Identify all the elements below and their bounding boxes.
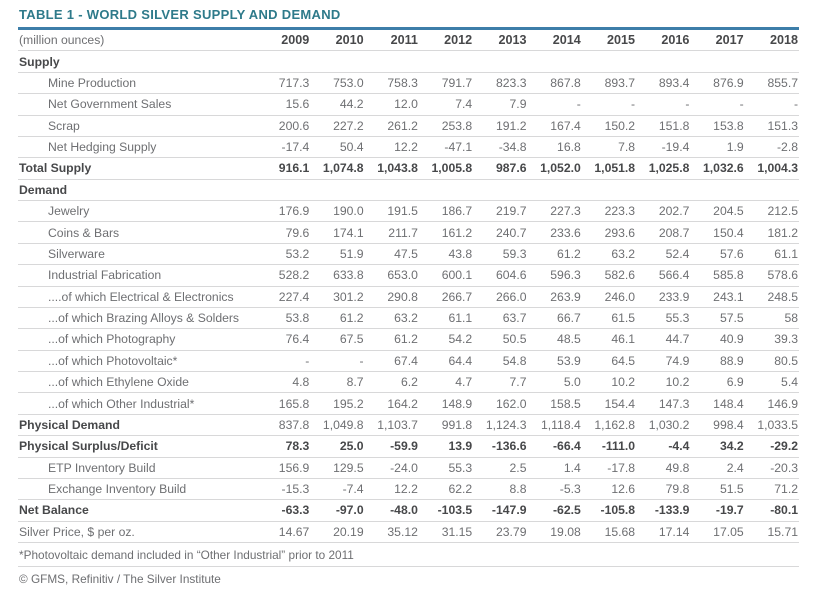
cell-value: -66.4 [527,436,581,457]
cell-value: 52.4 [636,243,690,264]
cell-value: 15.6 [256,94,310,115]
cell-value: -29.2 [745,436,799,457]
cell-value: 290.8 [365,286,419,307]
cell-value: 301.2 [310,286,364,307]
cell-value: 48.5 [527,329,581,350]
cell-value: 243.1 [690,286,744,307]
cell-value: 191.2 [473,115,527,136]
cell-value: -80.1 [745,500,799,521]
cell-value: 293.6 [582,222,636,243]
cell-value: 1,004.3 [745,158,799,179]
cell-value: 64.4 [419,350,473,371]
cell-value: 20.19 [310,521,364,542]
cell-value: -2.8 [745,136,799,157]
cell-value: 151.3 [745,115,799,136]
cell-value: 855.7 [745,72,799,93]
table-row [18,393,799,414]
cell-value: 39.3 [745,329,799,350]
cell-value: 148.9 [419,393,473,414]
row-label: Silverware [18,243,256,264]
row-label: Physical Demand [18,414,256,435]
cell-value: 16.8 [527,136,581,157]
cell-value: 991.8 [419,414,473,435]
cell-value: 987.6 [473,158,527,179]
cell-value: 74.9 [636,350,690,371]
cell-value: -136.6 [473,436,527,457]
table-row [18,136,799,157]
row-label: Exchange Inventory Build [18,478,256,499]
cell-value: 57.6 [690,243,744,264]
cell-value: 25.0 [310,436,364,457]
cell-value: 154.4 [582,393,636,414]
row-label: ETP Inventory Build [18,457,256,478]
row-label: Scrap [18,115,256,136]
cell-value: 76.4 [256,329,310,350]
year-column-header: 2010 [310,30,364,51]
cell-value: 156.9 [256,457,310,478]
table-row [18,329,799,350]
cell-value: 88.9 [690,350,744,371]
cell-value: 596.3 [527,265,581,286]
cell-value: 266.0 [473,286,527,307]
cell-value: 5.4 [745,372,799,393]
cell-value: 63.2 [365,307,419,328]
table-row [18,115,799,136]
cell-value: 246.0 [582,286,636,307]
table-row [18,222,799,243]
cell-value: 164.2 [365,393,419,414]
cell-value: 59.3 [473,243,527,264]
cell-value: 61.5 [582,307,636,328]
row-label: Supply [18,51,799,72]
year-column-header: 2016 [636,30,690,51]
table-row [18,457,799,478]
cell-value: -5.3 [527,478,581,499]
cell-value: 146.9 [745,393,799,414]
cell-value: 129.5 [310,457,364,478]
cell-value: 7.8 [582,136,636,157]
year-column-header: 2009 [256,30,310,51]
cell-value: 585.8 [690,265,744,286]
cell-value: 1,030.2 [636,414,690,435]
cell-value: 5.0 [527,372,581,393]
cell-value: -47.1 [419,136,473,157]
year-column-header: 2012 [419,30,473,51]
cell-value: 1.9 [690,136,744,157]
cell-value: -19.7 [690,500,744,521]
year-column-header: 2013 [473,30,527,51]
cell-value: 54.2 [419,329,473,350]
cell-value: 44.2 [310,94,364,115]
cell-value: 61.2 [527,243,581,264]
cell-value: -59.9 [365,436,419,457]
cell-value: 604.6 [473,265,527,286]
cell-value: 1,032.6 [690,158,744,179]
cell-value: 176.9 [256,201,310,222]
cell-value: -4.4 [636,436,690,457]
row-label: Industrial Fabrication [18,265,256,286]
cell-value: - [582,94,636,115]
cell-value: 582.6 [582,265,636,286]
cell-value: 1,074.8 [310,158,364,179]
cell-value: 23.79 [473,521,527,542]
cell-value: 211.7 [365,222,419,243]
cell-value: 202.7 [636,201,690,222]
cell-value: 63.2 [582,243,636,264]
cell-value: 79.6 [256,222,310,243]
cell-value: 53.9 [527,350,581,371]
cell-value: -24.0 [365,457,419,478]
cell-value: 6.9 [690,372,744,393]
cell-value: 2.5 [473,457,527,478]
cell-value: 837.8 [256,414,310,435]
cell-value: -103.5 [419,500,473,521]
row-label: Demand [18,179,799,200]
cell-value: 261.2 [365,115,419,136]
year-column-header: 2015 [582,30,636,51]
cell-value: -63.3 [256,500,310,521]
row-label: Mine Production [18,72,256,93]
cell-value: 35.12 [365,521,419,542]
cell-value: 47.5 [365,243,419,264]
cell-value: 51.5 [690,478,744,499]
table-row [18,521,799,542]
cell-value: 54.8 [473,350,527,371]
cell-value: 181.2 [745,222,799,243]
cell-value: 62.2 [419,478,473,499]
cell-value: -20.3 [745,457,799,478]
cell-value: 998.4 [690,414,744,435]
cell-value: -15.3 [256,478,310,499]
row-label: ...of which Brazing Alloys & Solders [18,307,256,328]
cell-value: 10.2 [636,372,690,393]
cell-value: 6.2 [365,372,419,393]
cell-value: 823.3 [473,72,527,93]
cell-value: 10.2 [582,372,636,393]
year-column-header: 2017 [690,30,744,51]
cell-value: 633.8 [310,265,364,286]
cell-value: 227.3 [527,201,581,222]
cell-value: -105.8 [582,500,636,521]
cell-value: 51.9 [310,243,364,264]
cell-value: 55.3 [636,307,690,328]
cell-value: 31.15 [419,521,473,542]
cell-value: 67.4 [365,350,419,371]
cell-value: 212.5 [745,201,799,222]
cell-value: 528.2 [256,265,310,286]
table-header-row [18,30,799,51]
cell-value: 916.1 [256,158,310,179]
cell-value: -48.0 [365,500,419,521]
cell-value: 61.1 [745,243,799,264]
cell-value: -34.8 [473,136,527,157]
cell-value: 893.7 [582,72,636,93]
silver-supply-demand-table [18,30,799,543]
cell-value: 162.0 [473,393,527,414]
cell-value: 55.3 [419,457,473,478]
row-label: Physical Surplus/Deficit [18,436,256,457]
cell-value: 7.4 [419,94,473,115]
table-row [18,286,799,307]
cell-value: 40.9 [690,329,744,350]
cell-value: 61.2 [310,307,364,328]
source-credit: © GFMS, Refinitiv / The Silver Institute [18,567,799,589]
cell-value: 219.7 [473,201,527,222]
cell-value: 2.4 [690,457,744,478]
table-row [18,72,799,93]
cell-value: 8.8 [473,478,527,499]
row-label: Coins & Bars [18,222,256,243]
cell-value: 1,033.5 [745,414,799,435]
cell-value: - [745,94,799,115]
cell-value: -19.4 [636,136,690,157]
cell-value: -97.0 [310,500,364,521]
table-row [18,265,799,286]
cell-value: 12.2 [365,136,419,157]
cell-value: 50.4 [310,136,364,157]
row-label: ...of which Other Industrial* [18,393,256,414]
row-label: ...of which Ethylene Oxide [18,372,256,393]
cell-value: 791.7 [419,72,473,93]
table-title: TABLE 1 - WORLD SILVER SUPPLY AND DEMAND [19,7,341,22]
cell-value: 148.4 [690,393,744,414]
cell-value: 79.8 [636,478,690,499]
cell-value: 15.68 [582,521,636,542]
cell-value: 13.9 [419,436,473,457]
cell-value: 50.5 [473,329,527,350]
cell-value: 223.3 [582,201,636,222]
cell-value: - [527,94,581,115]
cell-value: 46.1 [582,329,636,350]
cell-value: 19.08 [527,521,581,542]
table-row [18,179,799,200]
cell-value: 867.8 [527,72,581,93]
cell-value: 248.5 [745,286,799,307]
table-row [18,372,799,393]
cell-value: 147.3 [636,393,690,414]
row-label: Net Hedging Supply [18,136,256,157]
cell-value: 1.4 [527,457,581,478]
row-label: Total Supply [18,158,256,179]
cell-value: 12.0 [365,94,419,115]
cell-value: 240.7 [473,222,527,243]
cell-value: 53.8 [256,307,310,328]
cell-value: 150.4 [690,222,744,243]
cell-value: -147.9 [473,500,527,521]
row-label: Net Balance [18,500,256,521]
cell-value: 1,103.7 [365,414,419,435]
cell-value: 1,043.8 [365,158,419,179]
table-row [18,94,799,115]
table-row [18,51,799,72]
cell-value: 578.6 [745,265,799,286]
table-row [18,201,799,222]
table-row [18,414,799,435]
table-row [18,500,799,521]
row-label: Jewelry [18,201,256,222]
cell-value: 204.5 [690,201,744,222]
cell-value: 253.8 [419,115,473,136]
cell-value: 14.67 [256,521,310,542]
cell-value: 7.9 [473,94,527,115]
cell-value: - [310,350,364,371]
cell-value: 57.5 [690,307,744,328]
cell-value: 717.3 [256,72,310,93]
cell-value: 151.8 [636,115,690,136]
cell-value: 1,118.4 [527,414,581,435]
cell-value: 195.2 [310,393,364,414]
cell-value: 600.1 [419,265,473,286]
table-row [18,436,799,457]
cell-value: 227.4 [256,286,310,307]
cell-value: 876.9 [690,72,744,93]
cell-value: 12.2 [365,478,419,499]
year-column-header: 2014 [527,30,581,51]
cell-value: 4.8 [256,372,310,393]
cell-value: 61.1 [419,307,473,328]
cell-value: 61.2 [365,329,419,350]
cell-value: -17.8 [582,457,636,478]
cell-value: 233.9 [636,286,690,307]
cell-value: 1,052.0 [527,158,581,179]
cell-value: 63.7 [473,307,527,328]
cell-value: 17.14 [636,521,690,542]
cell-value: 1,162.8 [582,414,636,435]
cell-value: 17.05 [690,521,744,542]
cell-value: -133.9 [636,500,690,521]
cell-value: 7.7 [473,372,527,393]
cell-value: 1,025.8 [636,158,690,179]
cell-value: 71.2 [745,478,799,499]
cell-value: 53.2 [256,243,310,264]
cell-value: 190.0 [310,201,364,222]
cell-value: 161.2 [419,222,473,243]
table-row [18,350,799,371]
row-label: ...of which Photography [18,329,256,350]
cell-value: 653.0 [365,265,419,286]
unit-label: (million ounces) [18,30,256,51]
year-column-header: 2018 [745,30,799,51]
row-label: Net Government Sales [18,94,256,115]
cell-value: 34.2 [690,436,744,457]
cell-value: 1,049.8 [310,414,364,435]
cell-value: 58 [745,307,799,328]
cell-value: 758.3 [365,72,419,93]
table-row [18,158,799,179]
cell-value: -62.5 [527,500,581,521]
cell-value: 12.6 [582,478,636,499]
cell-value: 191.5 [365,201,419,222]
cell-value: 200.6 [256,115,310,136]
cell-value: 167.4 [527,115,581,136]
cell-value: 66.7 [527,307,581,328]
row-label: ...of which Photovoltaic* [18,350,256,371]
table-row [18,307,799,328]
cell-value: - [690,94,744,115]
table-row [18,478,799,499]
cell-value: 186.7 [419,201,473,222]
cell-value: 227.2 [310,115,364,136]
cell-value: 153.8 [690,115,744,136]
cell-value: 174.1 [310,222,364,243]
cell-value: 753.0 [310,72,364,93]
cell-value: 44.7 [636,329,690,350]
cell-value: 8.7 [310,372,364,393]
table-row [18,243,799,264]
cell-value: 15.71 [745,521,799,542]
cell-value: 1,005.8 [419,158,473,179]
cell-value: 233.6 [527,222,581,243]
cell-value: 78.3 [256,436,310,457]
cell-value: 67.5 [310,329,364,350]
row-label: ....of which Electrical & Electronics [18,286,256,307]
cell-value: -17.4 [256,136,310,157]
cell-value: 893.4 [636,72,690,93]
photovoltaic-footnote: *Photovoltaic demand included in “Other Industrial” prior to 2011 [18,543,799,567]
cell-value: 64.5 [582,350,636,371]
cell-value: -7.4 [310,478,364,499]
cell-value: 43.8 [419,243,473,264]
cell-value: 1,051.8 [582,158,636,179]
cell-value: 80.5 [745,350,799,371]
cell-value: -111.0 [582,436,636,457]
cell-value: 49.8 [636,457,690,478]
cell-value: 158.5 [527,393,581,414]
cell-value: 165.8 [256,393,310,414]
cell-value: 208.7 [636,222,690,243]
year-column-header: 2011 [365,30,419,51]
cell-value: 1,124.3 [473,414,527,435]
cell-value: 4.7 [419,372,473,393]
cell-value: 150.2 [582,115,636,136]
cell-value: - [256,350,310,371]
cell-value: - [636,94,690,115]
cell-value: 566.4 [636,265,690,286]
cell-value: 263.9 [527,286,581,307]
row-label: Silver Price, $ per oz. [18,521,256,542]
cell-value: 266.7 [419,286,473,307]
